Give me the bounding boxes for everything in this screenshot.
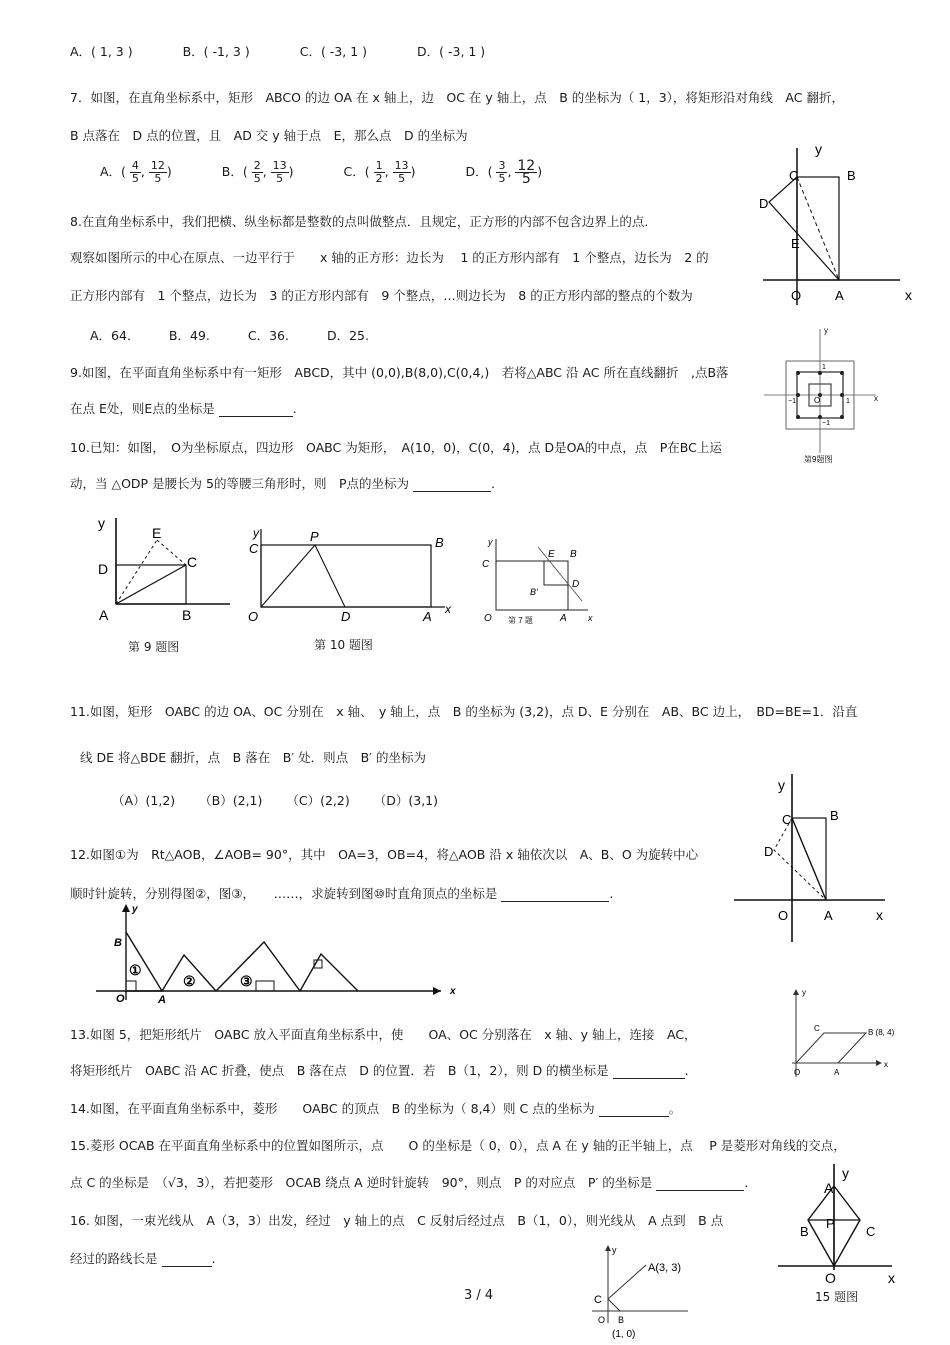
q15-answer-blank[interactable] xyxy=(656,1175,744,1191)
fig10 xyxy=(245,525,460,625)
q8-option-c: C．36. xyxy=(247,328,289,343)
q15-figure xyxy=(772,1160,907,1290)
fig9-caption: 第 9 题图 xyxy=(128,640,180,654)
svg-text:−1: −1 xyxy=(788,398,796,405)
q7-text-1: 7．如图，在直角坐标系中，矩形 ABCO 的边 OA 在 x 轴上，边 OC 在 y 轴上，点 B 的坐标为（ 1，3），将矩形沿对角线 AC 翻折， xyxy=(70,90,844,105)
q15-text-1: 15.菱形 OCAB 在平面直角坐标系中的位置如图所示，点 O 的坐标是（ 0，0），点 A 在 y 轴的正半轴上，点 P 是菱形对角线的交点， xyxy=(70,1138,846,1153)
svg-text:x: x xyxy=(874,394,878,403)
svg-text:第 7 题: 第 7 题 xyxy=(508,616,533,625)
q9-text-1: 9.如图，在平面直角坐标系中有一矩形 ABCD，其中 (0,0),B(8,0),C(0,4,) 若将△ABC 沿 AC 所在直线翻折 ,点B落 xyxy=(70,365,729,380)
q11-options xyxy=(112,791,484,809)
q11-option-d: （D）(3,1) xyxy=(373,793,438,808)
q16-figure xyxy=(588,1243,718,1343)
q12-marker-2: ② xyxy=(183,973,196,989)
svg-text:y: y xyxy=(612,1245,617,1255)
q8-options xyxy=(90,326,415,344)
q12-marker-3: ③ xyxy=(240,973,253,989)
svg-text:B: B xyxy=(570,549,577,560)
q8-option-b: B．49. xyxy=(168,328,210,343)
svg-text:x: x xyxy=(876,907,883,923)
q8-option-d: D．25. xyxy=(326,328,369,343)
q14-text-1: 14.如图，在平面直角坐标系中，菱形 OABC 的顶点 B 的坐标为（ 8,4）则 C 点的坐标为 。 xyxy=(70,1101,682,1116)
svg-text:D: D xyxy=(764,844,774,859)
q11-text-1: 11.如图，矩形 OABC 的边 OA、OC 分别在 x 轴、 y 轴上，点 B 的坐标为 (3,2)，点 D、E 分别在 AB、BC 边上， BD=BE=1．沿直 xyxy=(70,704,858,719)
fig9 xyxy=(90,512,235,627)
q6-option-c: C．( -3, 1 ) xyxy=(299,44,368,59)
q7-label-d: D xyxy=(759,196,769,211)
q11-option-a: （A）(1,2) xyxy=(112,793,176,808)
svg-text:O: O xyxy=(484,613,492,624)
q7-label-b: B xyxy=(847,168,856,183)
svg-text:C: C xyxy=(482,559,490,570)
q11-option-c: （C）(2,2) xyxy=(286,793,350,808)
svg-text:x: x xyxy=(445,602,451,616)
q8-text-3: 正方形内部有 1 个整点，边长为 3 的正方形内部有 9 个整点，…则边长为 8 的正方形内部的整点的个数为 xyxy=(70,288,693,303)
svg-text:A: A xyxy=(834,1068,840,1077)
q7-label-y: y xyxy=(815,141,822,157)
svg-text:E: E xyxy=(152,525,162,541)
svg-text:B: B xyxy=(435,535,444,550)
q10-text-1: 10.已知：如图， O为坐标原点，四边形 OABC 为矩形， A(10，0)，C(0，4)，点 D是OA的中点，点 P在BC上运 xyxy=(70,440,722,455)
svg-text:x: x xyxy=(884,1060,888,1069)
svg-text:O: O xyxy=(825,1270,836,1286)
fig10-caption: 第 10 题图 xyxy=(314,638,373,652)
q8-option-a: A．64. xyxy=(90,328,131,343)
svg-text:−1: −1 xyxy=(822,420,830,427)
svg-text:x: x xyxy=(588,613,593,623)
q7-label-c: C xyxy=(789,168,799,183)
svg-text:B: B xyxy=(618,1315,625,1325)
q11-text-2: 线 DE 将△BDE 翻折，点 B 落在 B′ 处．则点 B′ 的坐标为 xyxy=(80,750,426,765)
q6-option-b: B．( -1, 3 ) xyxy=(182,44,250,59)
svg-text:x: x xyxy=(888,1270,895,1286)
q6-option-a: A．( 1, 3 ) xyxy=(70,44,133,59)
q10-text-2: 动，当 △ODP 是腰长为 5的等腰三角形时，则 P点的坐标为 . xyxy=(70,476,495,491)
svg-text:y: y xyxy=(253,526,259,540)
svg-text:B: B xyxy=(800,1224,809,1239)
svg-text:C: C xyxy=(814,1024,820,1033)
svg-text:O: O xyxy=(248,609,259,624)
q9-text-2: 在点 E处，则E点的坐标是 . xyxy=(70,401,297,416)
q7-label-e: E xyxy=(791,236,800,251)
q14-answer-blank[interactable] xyxy=(599,1101,669,1117)
q7-label-a: A xyxy=(835,288,844,303)
q16-text-1: 16. 如图，一束光线从 A（3，3）出发，经过 y 轴上的点 C 反射后经过点 B（1，0），则光线从 A 点到 B 点 xyxy=(70,1213,724,1228)
q8-caption: 第9题图 xyxy=(804,455,833,464)
svg-text:D: D xyxy=(98,561,109,577)
svg-text:x: x xyxy=(450,986,456,997)
q8-figure xyxy=(762,325,882,465)
q12-figure xyxy=(96,900,466,1005)
svg-text:y: y xyxy=(842,1165,849,1181)
q6-option-d: D．( -3, 1 ) xyxy=(417,44,486,59)
svg-text:A: A xyxy=(158,994,166,1006)
fig15-caption: 15 题图 xyxy=(815,1290,859,1304)
svg-text:A: A xyxy=(824,908,833,923)
q7-label-o: O xyxy=(791,288,802,303)
svg-text:A: A xyxy=(824,1180,834,1196)
svg-text:y: y xyxy=(132,904,138,915)
q12-marker-1: ① xyxy=(129,962,142,978)
svg-text:B′: B′ xyxy=(530,587,538,597)
fig7-small xyxy=(478,535,598,630)
q6-options xyxy=(70,42,531,60)
q15-text-2: 点 C 的坐标是 （√3，3），若把菱形 OCAB 绕点 A 逆时针旋转 90°，则点 P 的对应点 P′ 的坐标是 . xyxy=(70,1175,749,1190)
q7-option-b: B．( $\frac{2}{5}$ , $\frac{13}{5}$ ) xyxy=(221,159,294,185)
svg-text:O: O xyxy=(778,908,789,923)
svg-text:A: A xyxy=(99,607,109,623)
svg-text:C: C xyxy=(249,541,259,556)
svg-text:y: y xyxy=(778,777,785,793)
q7-option-a: A．( $\frac{4}{5}$ , $\frac{12}{5}$ ) xyxy=(100,159,172,185)
svg-text:C: C xyxy=(782,812,792,827)
q12-answer-blank[interactable] xyxy=(501,886,609,902)
q12-text-2: 顺时针旋转，分别得图②，图③， ……，求旋转到图⑩时直角顶点的坐标是 . xyxy=(70,886,614,901)
svg-text:C: C xyxy=(594,1294,602,1306)
svg-text:O: O xyxy=(116,993,125,1005)
q13-answer-blank[interactable] xyxy=(613,1063,685,1079)
svg-text:1: 1 xyxy=(822,364,826,371)
q11-option-b: （B）(2,1) xyxy=(199,793,263,808)
q9-answer-blank[interactable] xyxy=(219,401,293,417)
svg-text:D: D xyxy=(341,609,351,624)
q7-option-c: C．( $\frac{1}{2}$ , $\frac{13}{5}$ ) xyxy=(343,159,416,185)
q12-text-1: 12.如图①为 Rt△AOB，∠AOB= 90°，其中 OA=3，OB=4，将△AOB 沿 x 轴依次以 A、B、O 为旋转中心 xyxy=(70,847,699,862)
q7-option-d: D．( $\frac{3}{5}$ , $\frac{12}{5}$ ) xyxy=(465,158,543,187)
svg-text:E: E xyxy=(548,549,555,560)
svg-text:B: B xyxy=(830,808,839,823)
svg-text:A: A xyxy=(560,613,567,624)
q8-text-1: 8.在直角坐标系中，我们把横、纵坐标都是整数的点叫做整点．且规定，正方形的内部不包含边界上的点． xyxy=(70,214,657,229)
q16-label-b: (1, 0) xyxy=(612,1329,636,1340)
q16-answer-blank[interactable] xyxy=(162,1251,212,1267)
svg-text:y: y xyxy=(98,515,105,531)
q16-label-a: A(3, 3) xyxy=(648,1262,682,1274)
svg-text:P: P xyxy=(310,529,319,544)
svg-text:D: D xyxy=(572,579,580,590)
q7-label-x: x xyxy=(905,287,912,303)
svg-text:O: O xyxy=(794,1068,801,1077)
q16-text-2: 经过的路线长是 . xyxy=(70,1251,216,1266)
svg-text:B: B xyxy=(114,937,122,949)
svg-text:1: 1 xyxy=(846,398,850,405)
svg-text:y: y xyxy=(824,326,828,335)
q7-figure xyxy=(755,140,915,310)
page-number: 3 / 4 xyxy=(464,1288,494,1303)
q7-options xyxy=(100,160,588,185)
svg-text:O: O xyxy=(814,396,821,405)
svg-text:O: O xyxy=(598,1315,606,1325)
q8-text-2: 观察如图所示的中心在原点、一边平行于 x 轴的正方形：边长为 1 的正方形内部有 1 个整点，边长为 2 的 xyxy=(70,250,709,265)
q7-text-2: B 点落在 D 点的位置，且 AD 交 y 轴于点 E，那么点 D 的坐标为 xyxy=(70,128,468,143)
svg-text:B: B xyxy=(182,607,192,623)
svg-text:C: C xyxy=(866,1224,876,1239)
svg-text:A: A xyxy=(423,609,432,624)
svg-text:y: y xyxy=(802,988,806,997)
svg-text:C: C xyxy=(187,554,198,570)
svg-text:y: y xyxy=(488,537,493,547)
q13-text-2: 将矩形纸片 OABC 沿 AC 折叠，使点 B 落在点 D 的位置．若 B（1，2），则 D 的横坐标是 . xyxy=(70,1063,689,1078)
q11-figure xyxy=(730,770,895,945)
q10-answer-blank[interactable] xyxy=(413,476,491,492)
svg-text:P: P xyxy=(826,1216,835,1231)
q13-text-1: 13.如图 5，把矩形纸片 OABC 放入平面直角坐标系中，使 OA、OC 分别落在 x 轴、y 轴上，连接 AC， xyxy=(70,1027,697,1042)
q14-label-b: B (8, 4) xyxy=(868,1028,895,1037)
q13-14-figure xyxy=(780,985,910,1085)
